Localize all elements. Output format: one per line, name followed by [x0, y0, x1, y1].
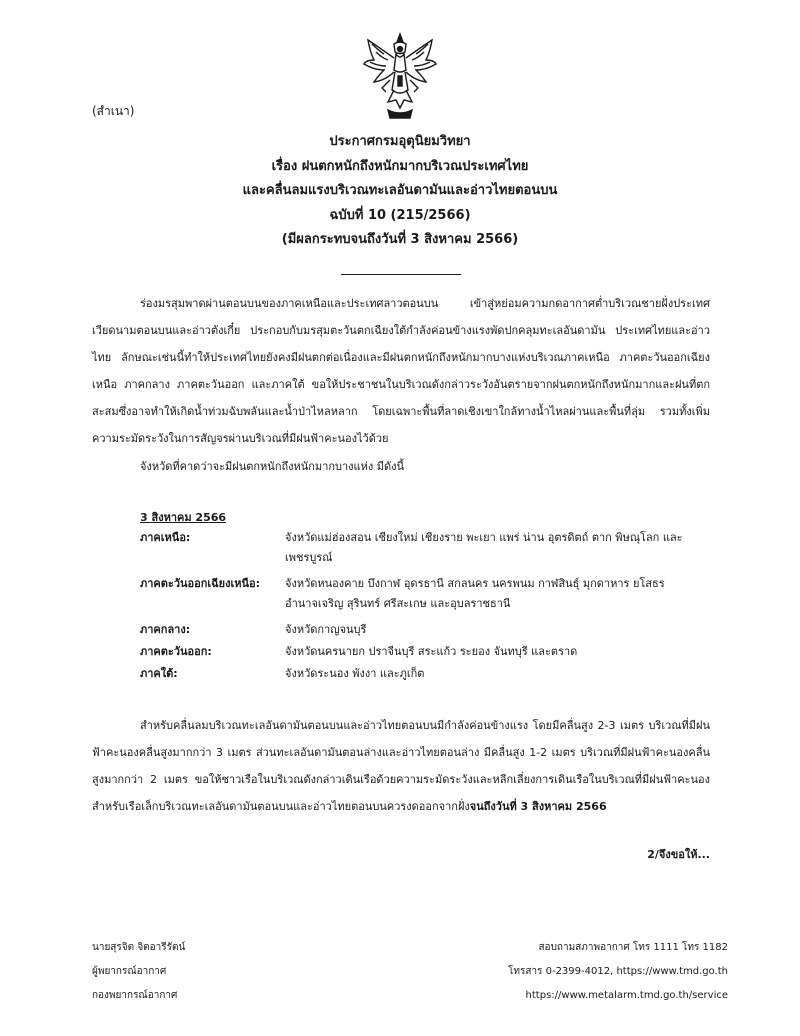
copy-label: (สำเนา): [92, 104, 135, 118]
marine-warning-until: จนถึงวันที่ 3 สิงหาคม 2566: [469, 800, 607, 813]
region-name: ภาคกลาง:: [140, 623, 191, 636]
region-provinces: จังหวัดกาญจนบุรี: [285, 623, 367, 636]
title-line: ฉบับที่ 10 (215/2566): [329, 207, 471, 223]
forecast-date-heading: 3 สิงหาคม 2566: [140, 511, 227, 524]
region-provinces: จังหวัดนครนายก ปราจีนบุรี สระแก้ว ระยอง จันทบุรี และตราด: [285, 645, 578, 658]
region-provinces: จังหวัดแม่ฮ่องสอน เชียงใหม่ เชียงราย พะเยา แพร่ น่าน อุตรดิตถ์ ตาก พิษณุโลก และเพชรบูรณ์: [285, 531, 683, 564]
paragraph-intro-provinces: จังหวัดที่คาดว่าจะมีฝนตกหนักถึงหนักมากบางแห่ง มีดังนี้: [140, 460, 405, 473]
paragraph-synopsis: [92, 290, 710, 452]
next-page-marker: 2/จึงขอให้...: [647, 848, 710, 861]
region-name: ภาคใต้:: [140, 667, 178, 680]
title-divider: [341, 274, 461, 275]
region-provinces: จังหวัดระนอง พังงา และภูเก็ต: [285, 667, 425, 680]
paragraph-marine-warning: [92, 712, 710, 820]
garuda-emblem-icon: [360, 30, 440, 120]
title-line: และคลื่นลมแรงบริเวณทะเลอันดามันและอ่าวไทยตอนบน: [242, 183, 558, 198]
marine-warning-text: สำหรับคลื่นลมบริเวณทะเลอันดามันตอนบนและอ่าวไทยตอนบนมีกำลังค่อนข้างแรง โดยมีคลื่นสูง 2-3 เมตร บริเวณที่มีฝนฟ้าคะนองคลื่นสูงมากกว่า 3 เมตร ส่วนทะเลอันดามันตอนล่างและอ่าวไทยตอนล่าง มีคลื่นสูง 1-2 เมตร บริเวณที่มีฝนฟ้าคะนองคลื่นสูงมากกว่า 2 เมตร ขอให้ชาวเรือในบริเวณดังกล่าวเดินเรือด้วยความระมัดระวังและหลีกเลี่ยงการเดินเรือในบริเวณที่มีฝนฟ้าคะนอง สำหรับเรือเล็กบริเวณทะเลอันดามันตอนบนและอ่าวไทยตอนบนควรงดออกจากฝั่ง: [92, 719, 710, 813]
title-line: ประกาศกรมอุตุนิยมวิทยา: [329, 134, 471, 149]
region-name: ภาคตะวันออก:: [140, 645, 212, 658]
contact-service-url: https://www.metalarm.tmd.go.th/service: [525, 990, 728, 1001]
title-line: (มีผลกระทบจนถึงวันที่ 3 สิงหาคม 2566): [281, 232, 519, 247]
synopsis-text: ร่องมรสุมพาดผ่านตอนบนของภาคเหนือและประเทศลาวตอนบน เข้าสู่หย่อมความกดอากาศต่ำบริเวณชายฝั่งประเทศเวียดนามตอนบนและอ่าวตังเกี๋ย ประกอบกับมรสุมตะวันตกเฉียงใต้กำลังค่อนข้างแรงพัดปกคลุมทะเลอันดามัน ประเทศไทยและอ่าวไทย ลักษณะเช่นนี้ทำให้ประเทศไทยยังคงมีฝนตกต่อเนื่องและมีฝนตกหนักถึงหนักมากบางแห่งบริเวณภาคเหนือ ภาคตะวันออกเฉียงเหนือ ภาคกลาง ภาคตะวันออก และภาคใต้ ขอให้ประชาชนในบริเวณดังกล่าวระวังอันตรายจากฝนตกหนักถึงหนักมากและฝนที่ตกสะสมซึ่งอาจทำให้เกิดน้ำท่วมฉับพลันและน้ำป่าไหลหลาก โดยเฉพาะพื้นที่ลาดเชิงเขาใกล้ทางน้ำไหลผ่านและพื้นที่ลุ่ม รวมทั้งเพิ่มความระมัดระวังในการสัญจรผ่านบริเวณที่มีฝนฟ้าคะนองไว้ด้วย: [92, 297, 710, 445]
signatory-position: ผู้พยากรณ์อากาศ: [92, 966, 167, 977]
contact-fax-website: โทรสาร 0-2399-4012, https://www.tmd.go.th: [508, 966, 728, 977]
region-name: ภาคตะวันออกเฉียงเหนือ:: [140, 577, 261, 590]
footer-contact: [508, 936, 728, 1008]
region-name: ภาคเหนือ:: [140, 531, 191, 544]
title-line: เรื่อง ฝนตกหนักถึงหนักมากบริเวณประเทศไทย: [271, 158, 529, 174]
signatory-division: กองพยากรณ์อากาศ: [92, 990, 178, 1001]
region-provinces: จังหวัดหนองคาย บึงกาฬ อุดรธานี สกลนคร นครพนม กาฬสินธุ์ มุกดาหาร ยโสธร อำนาจเจริญ สุรินทร์ ศรีสะเกษ และอุบลราชธานี: [285, 577, 665, 610]
footer-signatory: [92, 936, 185, 1008]
signatory-name: นายสุรจิต จิตอารีรัตน์: [92, 942, 186, 953]
announcement-title-block: [0, 130, 800, 253]
contact-phone: สอบถามสภาพอากาศ โทร 1111 โทร 1182: [538, 942, 728, 953]
